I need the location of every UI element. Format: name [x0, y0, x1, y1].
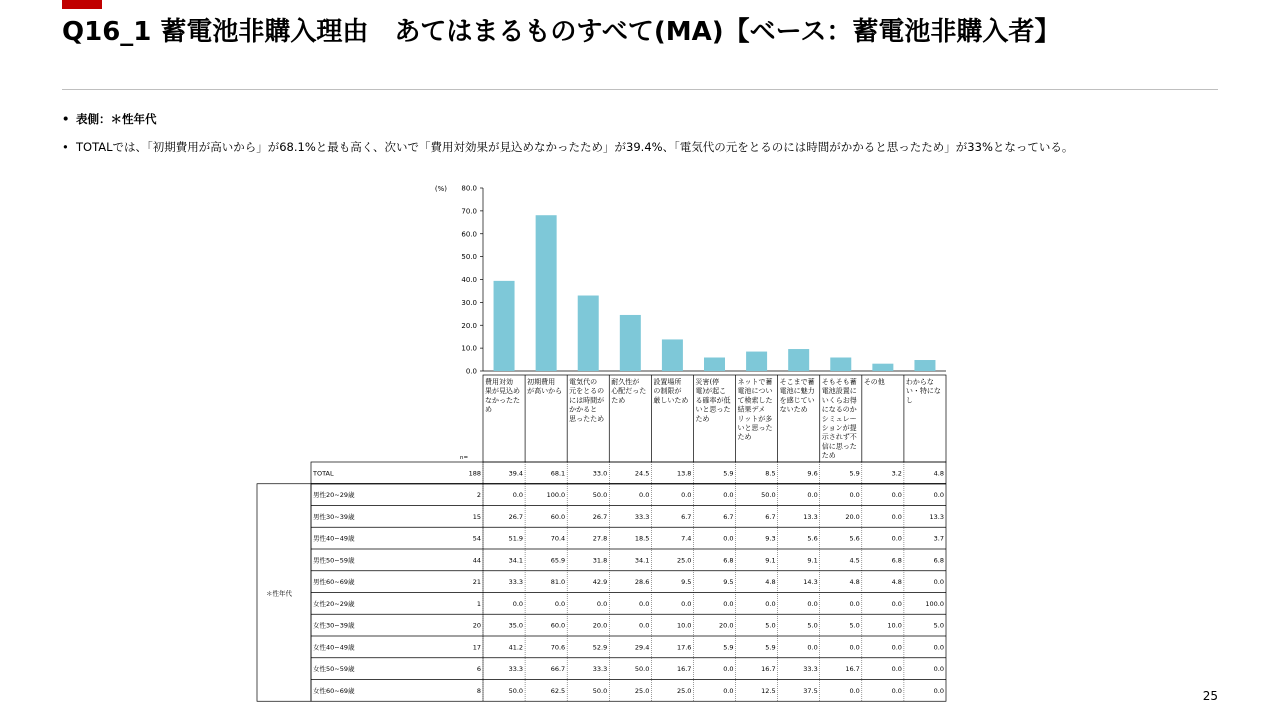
table-cell: 9.3	[765, 534, 776, 543]
table-cell: 33.3	[508, 665, 524, 674]
bar	[704, 358, 725, 371]
category-label: ションが提	[821, 424, 857, 432]
table-cell: 17.6	[676, 643, 692, 652]
table-cell: 0.0	[933, 643, 944, 652]
table-cell: 20.0	[592, 621, 608, 630]
table-cell: 42.9	[592, 578, 608, 587]
table-cell: 0.0	[891, 643, 902, 652]
bar	[620, 315, 641, 371]
row-n: 20	[472, 621, 481, 630]
table-cell: 10.0	[887, 621, 902, 630]
table-cell: 29.4	[634, 643, 650, 652]
table-cell: 0.0	[933, 578, 944, 587]
table-cell: 18.5	[634, 534, 650, 543]
y-tick-label: 0.0	[465, 367, 477, 376]
table-cell: 4.5	[849, 556, 860, 565]
category-label: い・特にな	[905, 387, 941, 396]
row-n: 2	[476, 491, 481, 500]
table-cell: 13.3	[803, 512, 818, 521]
table-cell: 5.9	[723, 643, 734, 652]
table-cell: 4.8	[891, 578, 902, 587]
row-n: 1	[476, 599, 481, 608]
category-label: 元をとるの	[569, 387, 605, 396]
bullet-summary: • TOTALでは、「初期費用が高いから」が68.1%と最も高く、次いで「費用対効果が見込めなかったため」が39.4%、「電気代の元をとるのには時間がかかると思ったため」が33%となっている。	[62, 140, 1222, 155]
row-label: 男性50~59歳	[313, 556, 355, 565]
row-label: 女性40~49歳	[313, 643, 355, 652]
table-cell: 0.0	[807, 491, 818, 500]
table-cell: 0.0	[849, 491, 860, 500]
table-cell: 16.7	[845, 665, 860, 674]
table-cell: 0.0	[849, 599, 860, 608]
table-cell: 9.1	[807, 556, 818, 565]
table-cell: 0.0	[512, 491, 524, 500]
category-label: シミュレー	[821, 414, 857, 423]
y-tick-label: 30.0	[461, 298, 477, 307]
category-label: リットが多	[737, 414, 773, 423]
category-label: て検索した	[737, 396, 773, 405]
table-cell: 6.7	[765, 512, 776, 521]
category-label: わからな	[905, 378, 934, 386]
table-cell: 3.2	[891, 469, 902, 478]
table-cell: 33.3	[592, 665, 608, 674]
row-label: 男性30~39歳	[313, 512, 355, 521]
table-cell: 5.0	[933, 621, 944, 630]
table-cell: 0.0	[891, 599, 902, 608]
table-cell: 35.0	[508, 621, 524, 630]
table-cell: 6.7	[723, 512, 734, 521]
row-n: 17	[472, 643, 481, 652]
table-cell: 0.0	[639, 621, 650, 630]
table-cell: 70.6	[550, 643, 566, 652]
table-cell: 0.0	[723, 534, 734, 543]
table-cell: 0.0	[765, 599, 776, 608]
table-cell: 26.7	[592, 512, 608, 521]
category-label: 結果デメ	[737, 405, 766, 414]
table-cell: 7.4	[681, 534, 692, 543]
category-label: 心配だった	[611, 387, 647, 396]
category-label: なかったた	[485, 396, 520, 405]
category-label: いくらお得	[821, 396, 857, 405]
table-cell: 39.4	[508, 469, 524, 478]
table-cell: 0.0	[639, 599, 650, 608]
category-label: 耐久性が	[611, 378, 640, 386]
table-cell: 0.0	[807, 643, 818, 652]
table-cell: 0.0	[891, 534, 902, 543]
table-cell: 34.1	[634, 556, 650, 565]
table-cell: 0.0	[681, 599, 692, 608]
category-label: になるのか	[821, 405, 857, 414]
table-cell: 34.1	[508, 556, 524, 565]
table-cell: 0.0	[891, 512, 902, 521]
bar	[914, 360, 935, 371]
table-cell: 60.0	[550, 621, 566, 630]
table-cell: 25.0	[676, 556, 692, 565]
category-label: 初期費用	[527, 378, 556, 386]
table-cell: 66.7	[550, 665, 566, 674]
table-cell: 0.0	[596, 599, 608, 608]
table-cell: 0.0	[891, 686, 902, 695]
table-cell: 0.0	[891, 665, 902, 674]
y-tick-label: 20.0	[461, 321, 477, 330]
table-cell: 0.0	[807, 599, 818, 608]
table-cell: 4.8	[933, 469, 944, 478]
category-label: 電気代の	[569, 378, 598, 386]
table-cell: 37.5	[803, 686, 818, 695]
row-label: 男性20~29歳	[313, 491, 355, 500]
table-cell: 6.8	[933, 556, 944, 565]
table-cell: 0.0	[933, 665, 944, 674]
table-cell: 0.0	[554, 599, 566, 608]
y-tick-label: 60.0	[461, 230, 477, 239]
table-cell: 8.5	[765, 469, 776, 478]
table-cell: 28.6	[634, 578, 650, 587]
table-cell: 62.5	[550, 686, 566, 695]
category-label: め	[485, 405, 492, 414]
table-cell: 0.0	[723, 665, 734, 674]
category-label: 電池に魅力	[779, 387, 815, 396]
table-cell: 10.0	[676, 621, 692, 630]
table-cell: 9.6	[807, 469, 818, 478]
category-label: ネットで蓄	[737, 378, 773, 386]
category-label: 電池設置に	[821, 387, 857, 396]
category-label: そこまで蓄	[779, 378, 815, 386]
y-tick-label: 80.0	[461, 184, 477, 193]
table-cell: 50.0	[508, 686, 524, 695]
y-tick-label: 50.0	[461, 253, 477, 262]
table-cell: 50.0	[592, 686, 608, 695]
category-label: 示されず不	[821, 433, 857, 442]
table-cell: 16.7	[676, 665, 692, 674]
row-n: 6	[476, 665, 481, 674]
y-tick-label: 10.0	[461, 344, 477, 353]
table-cell: 0.0	[891, 491, 902, 500]
table-cell: 20.0	[719, 621, 734, 630]
table-cell: 70.4	[550, 534, 566, 543]
table-cell: 0.0	[723, 686, 734, 695]
category-label: 果が見込め	[485, 387, 520, 396]
table-cell: 50.0	[761, 491, 776, 500]
table-cell: 33.0	[592, 469, 608, 478]
table-cell: 12.5	[761, 686, 776, 695]
table-cell: 5.9	[723, 469, 734, 478]
table-cell: 9.1	[765, 556, 776, 565]
category-label: の制限が	[653, 387, 682, 396]
table-cell: 0.0	[933, 491, 944, 500]
bar	[872, 364, 893, 371]
table-cell: 100.0	[546, 491, 566, 500]
table-cell: 4.8	[765, 578, 776, 587]
row-n: 44	[472, 556, 481, 565]
bullet-table-side: • 表側：＊性年代	[62, 112, 1222, 127]
table-cell: 27.8	[592, 534, 608, 543]
category-label: その他	[863, 378, 885, 386]
table-cell: 5.0	[807, 621, 818, 630]
table-cell: 13.8	[676, 469, 692, 478]
row-label: 男性40~49歳	[313, 534, 355, 543]
row-label: 女性50~59歳	[313, 665, 355, 674]
category-label: ため	[821, 451, 836, 460]
bar	[578, 296, 599, 371]
table-cell: 3.7	[933, 534, 944, 543]
table-cell: 6.8	[723, 556, 734, 565]
table-cell: 0.0	[723, 491, 734, 500]
table-cell: 0.0	[849, 643, 860, 652]
n-label: n=	[460, 455, 469, 461]
bar	[494, 281, 515, 371]
y-tick-label: 70.0	[461, 207, 477, 216]
page-title: Q16_1 蓄電池非購入理由 あてはまるものすべて(MA)【ベース：蓄電池非購入者】	[62, 17, 1061, 47]
table-cell: 0.0	[849, 686, 860, 695]
row-n: 54	[472, 534, 481, 543]
table-cell: 5.6	[849, 534, 860, 543]
category-label: 費用対効	[485, 378, 513, 386]
group-label: ＊性年代	[266, 589, 292, 598]
bar	[746, 352, 767, 371]
category-label: には時間が	[569, 396, 605, 405]
category-label: 信に思った	[821, 442, 857, 451]
category-label: 厳しいため	[653, 396, 689, 405]
bar	[662, 339, 683, 371]
table-cell: 51.9	[508, 534, 524, 543]
table-cell: 0.0	[512, 599, 524, 608]
y-tick-label: 40.0	[461, 276, 477, 284]
category-label: いと思った	[695, 405, 731, 414]
category-label: ため	[737, 433, 752, 442]
category-label: 電池につい	[737, 387, 773, 396]
category-label: かかると	[569, 405, 598, 414]
table-cell: 6.7	[681, 512, 692, 521]
category-label: ないため	[779, 405, 808, 414]
table-cell: 13.3	[929, 512, 944, 521]
row-label: 女性20~29歳	[313, 599, 355, 608]
table-cell: 16.7	[761, 665, 776, 674]
table-cell: 24.5	[634, 469, 650, 478]
table-cell: 52.9	[592, 643, 608, 652]
category-label: ため	[611, 396, 626, 405]
table-cell: 68.1	[550, 469, 566, 478]
table-cell: 25.0	[676, 686, 692, 695]
table-cell: 50.0	[634, 665, 650, 674]
table-cell: 14.3	[803, 578, 818, 587]
bar	[536, 215, 557, 371]
table-cell: 60.0	[550, 512, 566, 521]
category-label: を感じてい	[779, 396, 815, 405]
bar	[830, 358, 851, 371]
category-label: そもそも蓄	[821, 378, 857, 386]
table-cell: 50.0	[592, 491, 608, 500]
row-label: 女性60~69歳	[313, 686, 355, 695]
category-label: る確率が低	[695, 396, 731, 405]
table-cell: 33.3	[634, 512, 650, 521]
category-label: し	[905, 396, 913, 405]
row-n: 188	[468, 469, 481, 478]
category-label: 設置場所	[653, 378, 682, 386]
table-cell: 65.9	[550, 556, 566, 565]
table-cell: 41.2	[508, 643, 524, 652]
table-cell: 0.0	[639, 491, 650, 500]
page-number: 25	[1202, 689, 1218, 703]
category-label: 思ったため	[569, 414, 605, 423]
category-label: 電)が起こ	[695, 387, 727, 396]
row-label: 男性60~69歳	[313, 578, 355, 587]
table-cell: 0.0	[681, 491, 692, 500]
table-cell: 81.0	[550, 578, 566, 587]
table-cell: 100.0	[925, 599, 944, 608]
table-cell: 0.0	[723, 599, 734, 608]
table-cell: 33.3	[508, 578, 524, 587]
table-cell: 5.6	[807, 534, 818, 543]
row-n: 8	[476, 686, 481, 695]
row-n: 21	[472, 578, 481, 587]
table-cell: 20.0	[845, 512, 860, 521]
table-cell: 5.9	[849, 469, 860, 478]
unit-label: (%)	[434, 185, 447, 193]
table-cell: 33.3	[803, 665, 818, 674]
table-cell: 4.8	[849, 578, 860, 587]
table-cell: 31.8	[592, 556, 608, 565]
category-label: ため	[695, 414, 710, 423]
table-cell: 5.9	[765, 643, 776, 652]
row-n: 15	[472, 512, 481, 521]
table-cell: 9.5	[681, 578, 692, 587]
table-cell: 5.0	[765, 621, 776, 630]
table-cell: 6.8	[891, 556, 902, 565]
bar	[788, 349, 809, 371]
table-cell: 25.0	[634, 686, 650, 695]
table-cell: 0.0	[933, 686, 944, 695]
table-cell: 9.5	[723, 578, 734, 587]
category-label: いと思った	[737, 424, 773, 432]
total-row-label: TOTAL	[313, 469, 334, 478]
category-label: 災害(停	[695, 378, 720, 386]
row-label: 女性30~39歳	[313, 621, 355, 630]
table-cell: 5.0	[849, 621, 860, 630]
category-label: が高いから	[527, 387, 563, 396]
table-cell: 26.7	[508, 512, 524, 521]
